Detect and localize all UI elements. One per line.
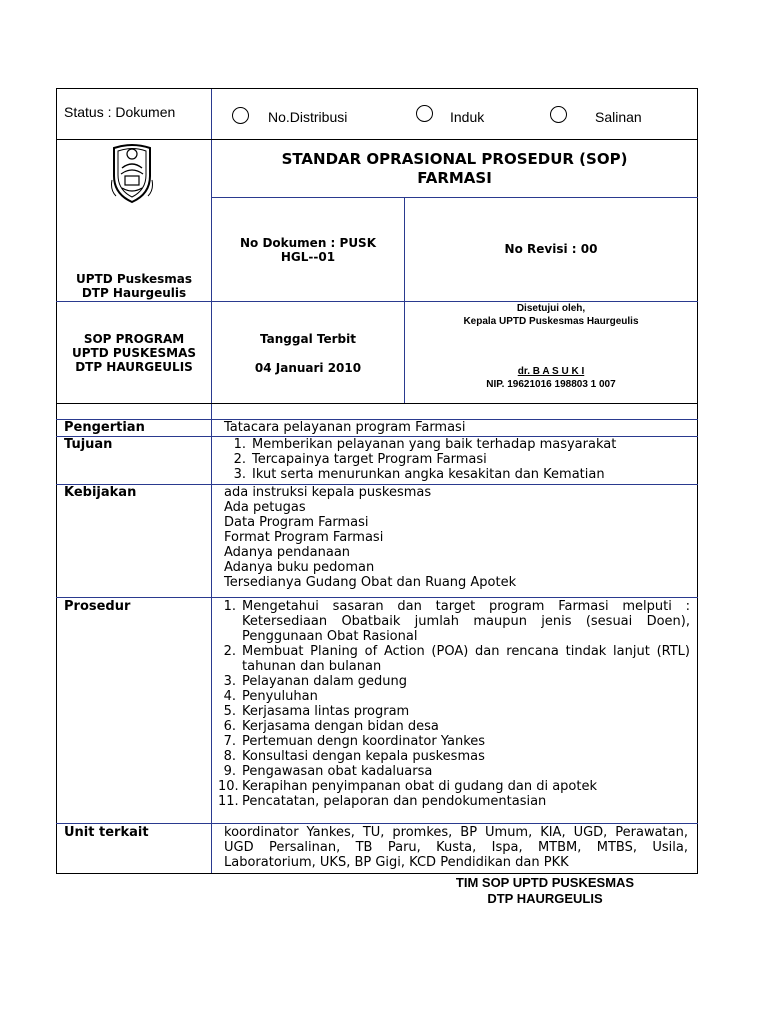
list-item: 6. Kerjasama dengan bidan desa — [223, 719, 439, 734]
list-item: Ada petugas — [224, 500, 306, 515]
title-line-1: STANDAR OPRASIONAL PROSEDUR (SOP) — [281, 150, 628, 168]
list-item: 10. Kerapihan penyimpanan obat di gudang dan di apotek — [218, 779, 597, 794]
list-item: 3. Pelayanan dalam gedung — [223, 674, 408, 689]
list-item: 2. Membuat Planing of Action (POA) dan rencana tindak lanjut (RTL) tahunan dan bulanan — [223, 644, 690, 674]
option-no-distribusi: No.Distribusi — [268, 109, 348, 125]
list-item: 11. Pencatatan, pelaporan dan pendokumentasian — [218, 794, 547, 809]
footer-line-1: TIM SOP UPTD PUSKESMAS — [455, 875, 635, 890]
document-number — [212, 236, 404, 264]
regency-emblem-icon — [108, 140, 156, 206]
approval-line-1: Disetujui oleh, — [516, 303, 586, 314]
issue-date-block — [212, 332, 404, 375]
row-line — [56, 823, 698, 824]
issue-date: 04 Januari 2010 — [254, 361, 362, 375]
row-line — [56, 403, 698, 404]
list-item: Adanya pendanaan — [224, 545, 351, 560]
radio-salinan[interactable] — [550, 106, 567, 123]
approval-block — [405, 302, 697, 391]
row-line — [56, 597, 698, 598]
approver-name: dr. B A S U K I — [517, 366, 585, 377]
doc-number-line-1: No Dokumen : PUSK — [239, 236, 376, 250]
title-line-2: FARMASI — [417, 169, 492, 187]
label-prosedur: Prosedur — [64, 599, 131, 614]
radio-induk[interactable] — [416, 105, 433, 122]
footer-line-2: DTP HAURGEULIS — [487, 891, 603, 906]
sop-program-line-3: DTP HAURGEULIS — [75, 360, 193, 374]
list-item: 5. Kerjasama lintas program — [223, 704, 410, 719]
doc-number-line-2: HGL--01 — [280, 250, 336, 264]
institution-name — [57, 272, 211, 300]
sop-program — [57, 332, 211, 374]
issue-label: Tanggal Terbit — [260, 332, 356, 346]
list-item: 2. Tercapainya target Program Farmasi — [233, 452, 487, 467]
list-item: 3. Ikut serta menurunkan angka kesakitan dan Kematian — [233, 467, 605, 482]
prosedur-list — [218, 599, 690, 809]
list-item: 9. Pengawasan obat kadaluarsa — [223, 764, 433, 779]
kebijakan-list — [224, 485, 516, 590]
list-item: 8. Konsultasi dengan kepala puskesmas — [223, 749, 485, 764]
tujuan-list — [228, 437, 688, 482]
list-item: Format Program Farmasi — [224, 530, 384, 545]
list-item: Tersedianya Gudang Obat dan Ruang Apotek — [224, 575, 517, 590]
list-item: Adanya buku pedoman — [224, 560, 375, 575]
document-title — [212, 150, 697, 188]
list-item: 4. Penyuluhan — [223, 689, 318, 704]
unit-terkait-text: koordinator Yankes, TU, promkes, BP Umum, KIA, UGD, Perawatan, UGD Persalinan, TB Paru, Kusta, Ispa, MTBM, MTBS, Usila, Laboratorium, UKS, BP Gigi, KCD Pendidikan dan PKK — [224, 825, 688, 870]
list-item: 7. Pertemuan dengn koordinator Yankes — [223, 734, 486, 749]
list-item: Data Program Farmasi — [224, 515, 369, 530]
list-item: 1. Mengetahui sasaran dan target program Farmasi melputi : Ketersediaan Obatbaik jumlah maupun jenis (sesuai Doen), Penggunaan Obat Rasional — [223, 599, 690, 644]
status-label: Status : Dokumen — [64, 104, 176, 120]
bottom-border — [56, 873, 698, 874]
row-line — [211, 197, 698, 198]
label-tujuan: Tujuan — [64, 437, 113, 452]
label-pengertian: Pengertian — [64, 420, 145, 435]
column-divider — [211, 88, 212, 873]
option-induk: Induk — [450, 109, 485, 125]
institution-line-2: DTP Haurgeulis — [81, 286, 187, 300]
sop-program-line-2: UPTD PUSKESMAS — [71, 346, 197, 360]
label-unit-terkait: Unit terkait — [64, 825, 149, 840]
approval-line-2: Kepala UPTD Puskesmas Haurgeulis — [463, 316, 639, 327]
top-border — [56, 88, 698, 89]
left-border — [56, 88, 57, 873]
label-kebijakan: Kebijakan — [64, 485, 137, 500]
pengertian-text: Tatacara pelayanan program Farmasi — [224, 420, 466, 435]
list-item: ada instruksi kepala puskesmas — [224, 485, 432, 500]
footer-team — [420, 875, 670, 907]
sop-program-line-1: SOP PROGRAM — [83, 332, 185, 346]
approver-nip: NIP. 19621016 198803 1 007 — [486, 379, 616, 390]
list-item: 1. Memberikan pelayanan yang baik terhadap masyarakat — [233, 437, 617, 452]
right-border — [697, 88, 698, 873]
radio-no-distribusi[interactable] — [232, 107, 249, 124]
option-salinan: Salinan — [595, 109, 642, 125]
institution-line-1: UPTD Puskesmas — [75, 272, 193, 286]
revision-number: No Revisi : 00 — [504, 242, 598, 256]
